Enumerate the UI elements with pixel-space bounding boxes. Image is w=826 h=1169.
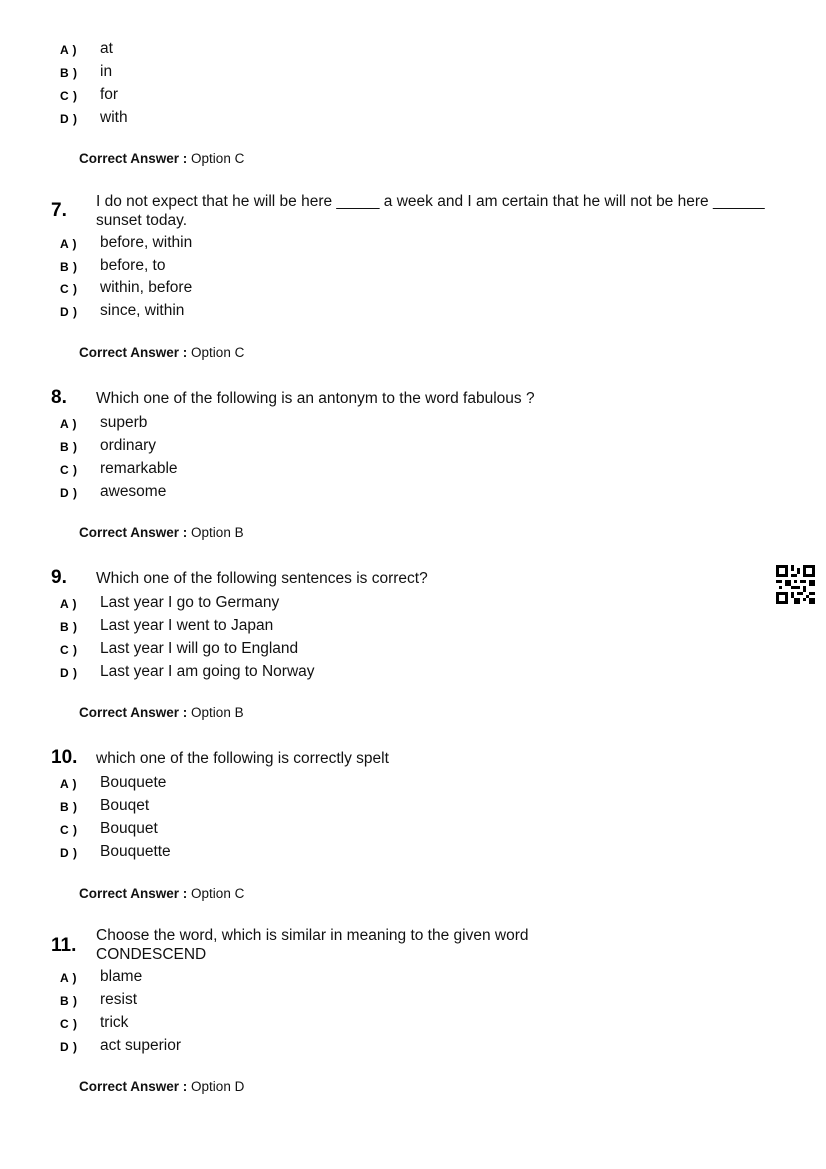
option-label: C )	[60, 643, 78, 657]
option-label: C )	[60, 463, 78, 477]
option-text: ordinary	[100, 437, 156, 454]
answer-label: Correct Answer :	[79, 151, 188, 166]
question-text: I do not expect that he will be here _____ a week and I am certain that he will not be here ______ sunset today.	[96, 193, 765, 229]
option-text: Last year I am going to Norway	[100, 663, 315, 680]
option-label: A )	[60, 417, 78, 431]
question-number: 10.	[51, 747, 78, 768]
answer-label: Correct Answer :	[79, 525, 188, 540]
answer-value: Option C	[191, 886, 245, 901]
option-text: Bouquette	[100, 843, 171, 860]
option-label: B )	[60, 620, 78, 634]
answer-value: Option C	[191, 151, 245, 166]
option-label: A )	[60, 43, 78, 57]
option-label: C )	[60, 823, 78, 837]
answer-label: Correct Answer :	[79, 345, 188, 360]
question-number: 11.	[51, 935, 77, 956]
question-text: Which one of the following sentences is correct?	[96, 570, 428, 587]
option-text: Bouquet	[100, 820, 158, 837]
answer-value: Option B	[191, 525, 244, 540]
option-label: C )	[60, 89, 78, 103]
option-label: C )	[60, 1017, 78, 1031]
answer-value: Option C	[191, 345, 245, 360]
option-text: remarkable	[100, 460, 178, 477]
option-text: trick	[100, 1014, 129, 1031]
question-number: 7.	[51, 200, 67, 221]
correct-answer	[79, 886, 244, 901]
option-label: A )	[60, 777, 78, 791]
correct-answer	[79, 151, 244, 166]
option-label: C )	[60, 282, 78, 296]
option-label: B )	[60, 260, 78, 274]
qr-code-icon	[776, 565, 815, 604]
option-label: D )	[60, 846, 78, 860]
option-text: Last year I will go to England	[100, 640, 299, 657]
option-label: B )	[60, 66, 78, 80]
option-text: Bouquete	[100, 774, 167, 791]
question-text: which one of the following is correctly spelt	[96, 750, 389, 767]
option-text: before, within	[100, 234, 193, 251]
question-number: 8.	[51, 387, 67, 408]
option-text: Last year I went to Japan	[100, 617, 274, 634]
option-label: A )	[60, 597, 78, 611]
option-text: within, before	[100, 279, 193, 296]
option-label: A )	[60, 971, 78, 985]
option-label: B )	[60, 994, 78, 1008]
option-label: D )	[60, 305, 78, 319]
answer-label: Correct Answer :	[79, 705, 188, 720]
option-text: at	[100, 40, 113, 57]
option-text: awesome	[100, 483, 167, 500]
option-label: D )	[60, 1040, 78, 1054]
option-label: D )	[60, 112, 78, 126]
correct-answer	[79, 705, 244, 720]
option-label: D )	[60, 486, 78, 500]
option-label: A )	[60, 237, 78, 251]
option-text: blame	[100, 968, 143, 985]
option-text: superb	[100, 414, 148, 431]
option-label: D )	[60, 666, 78, 680]
correct-answer	[79, 345, 244, 360]
answer-value: Option B	[191, 705, 244, 720]
correct-answer	[79, 525, 244, 540]
option-text: in	[100, 63, 113, 80]
option-text: before, to	[100, 257, 166, 274]
option-text: Last year I go to Germany	[100, 594, 280, 611]
answer-value: Option D	[191, 1079, 245, 1094]
option-label: B )	[60, 440, 78, 454]
correct-answer	[79, 1079, 244, 1094]
question-text: Choose the word, which is similar in meaning to the given word CONDESCEND	[96, 927, 529, 963]
option-text: Bouqet	[100, 797, 150, 814]
question-text: Which one of the following is an antonym to the word fabulous ?	[96, 390, 535, 407]
option-text: resist	[100, 991, 138, 1008]
option-text: act superior	[100, 1037, 181, 1054]
option-label: B )	[60, 800, 78, 814]
option-text: with	[100, 109, 128, 126]
answer-label: Correct Answer :	[79, 886, 188, 901]
answer-label: Correct Answer :	[79, 1079, 188, 1094]
option-text: for	[100, 86, 119, 103]
question-number: 9.	[51, 567, 67, 588]
option-text: since, within	[100, 302, 185, 319]
